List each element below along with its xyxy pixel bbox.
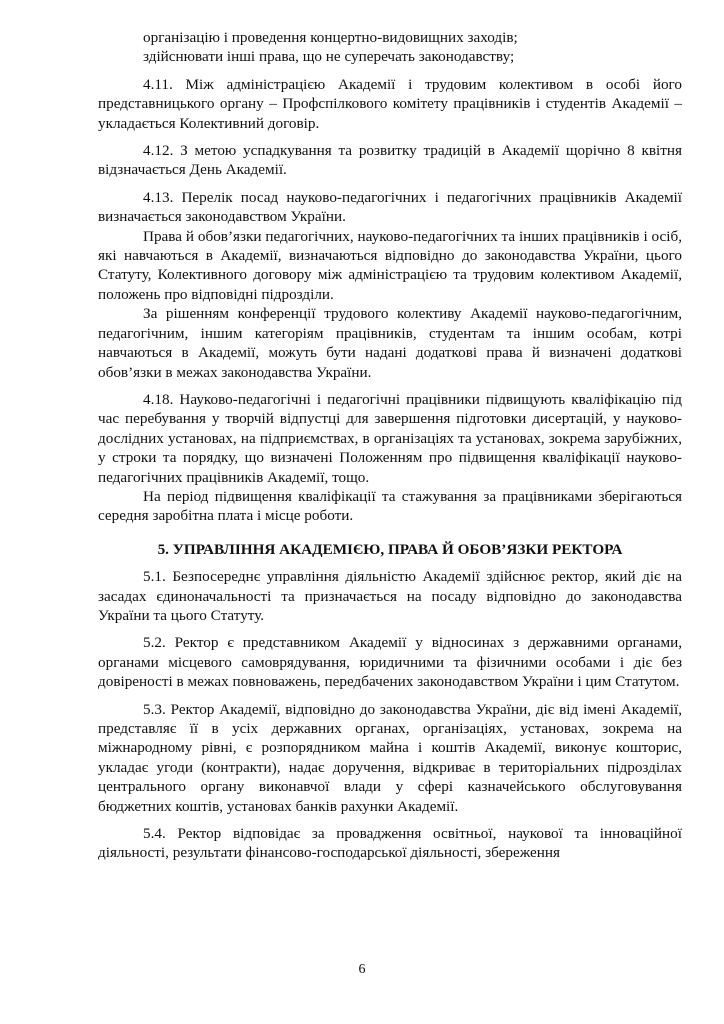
- paragraph-5-4: 5.4. Ректор відповідає за провадження освітньої, наукової та інноваційної діяльності, результати фінансово-господарської діяльності, збереження: [98, 825, 682, 862]
- paragraph-top-1: організацію і проведення концертно-видовищних заходів;: [143, 29, 518, 46]
- paragraph-5-2: 5.2. Ректор є представником Академії у відносинах з державними органами, органами місцевого самоврядування, юридичними та фізичними особами і діє без довіреності в межах повноважень, передбачених законодавством України і цим Статутом.: [98, 634, 682, 691]
- document-page: [98, 28, 682, 863]
- paragraph-4-12: 4.12. З метою успадкування та розвитку традицій в Академії щорічно 8 квітня відзначається День Академії.: [98, 142, 682, 179]
- paragraph-rights: Права й обов’язки педагогічних, науково-педагогічних та інших працівників і осіб, які навчаються в Академії, визначаються відповідно до законодавства України, цього Статуту, Колективного договору між адміністрацією та трудовим колективом Академії, положень про відповідні підрозділи.: [98, 227, 682, 303]
- paragraph-top-2: здійснювати інші права, що не суперечать законодавству;: [143, 48, 515, 66]
- paragraph-4-13: 4.13. Перелік посад науково-педагогічних і педагогічних працівників Академії визначається законодавством України.: [98, 188, 682, 226]
- paragraph-salary: На період підвищення кваліфікації та стажування за працівниками зберігаються середня заробітна плата і місце роботи.: [98, 487, 682, 525]
- paragraph-4-11: 4.11. Між адміністрацією Академії і трудовим колективом в особі його представницького органу – Профспілкового комітету працівників і студентів Академії – укладається Колективний договір.: [98, 75, 682, 132]
- paragraph-5-1: 5.1. Безпосереднє управління діяльністю Академії здійснює ректор, який діє на засадах єдиноначальності та призначається на посаду відповідно до законодавства України та цього Статуту.: [98, 568, 682, 624]
- section-heading: 5. УПРАВЛІННЯ АКАДЕМІЄЮ, ПРАВА Й ОБОВ’ЯЗКИ РЕКТОРА: [157, 540, 623, 558]
- paragraph-conference: За рішенням конференції трудового колективу Академії науково-педагогічним, педагогічним, іншим категоріям працівників, студентам та іншим особам, котрі навчаються в Академії, можуть бути надані додаткові права й визначені додаткові обов’язки в межах законодавства України.: [98, 305, 682, 381]
- page-number: 6: [358, 962, 366, 977]
- paragraph-4-18: 4.18. Науково-педагогічні і педагогічні працівники підвищують кваліфікацію під час перебування у творчій відпустці для завершення підготовки дисертацій, у науково-дослідних установах, на підприємствах, в організаціях та установах, зокрема зарубіжних, у строки та порядку, що визначені Положенням про підвищення кваліфікації науково-педагогічних працівників Академії, тощо.: [98, 390, 682, 486]
- paragraph-5-3: 5.3. Ректор Академії, відповідно до законодавства України, діє від імені Академії, представляє її в усіх державних органах, організаціях, установах, зокрема на міжнародному рівні, є розпорядником майна і коштів Академії, виконує кошторис, укладає угоди (контракти), надає доручення, відкриває в територіальних підрозділах центрального органу виконавчої влади у сфері казначейського обслуговування бюджетних коштів, установах банків рахунки Академії.: [98, 700, 682, 815]
